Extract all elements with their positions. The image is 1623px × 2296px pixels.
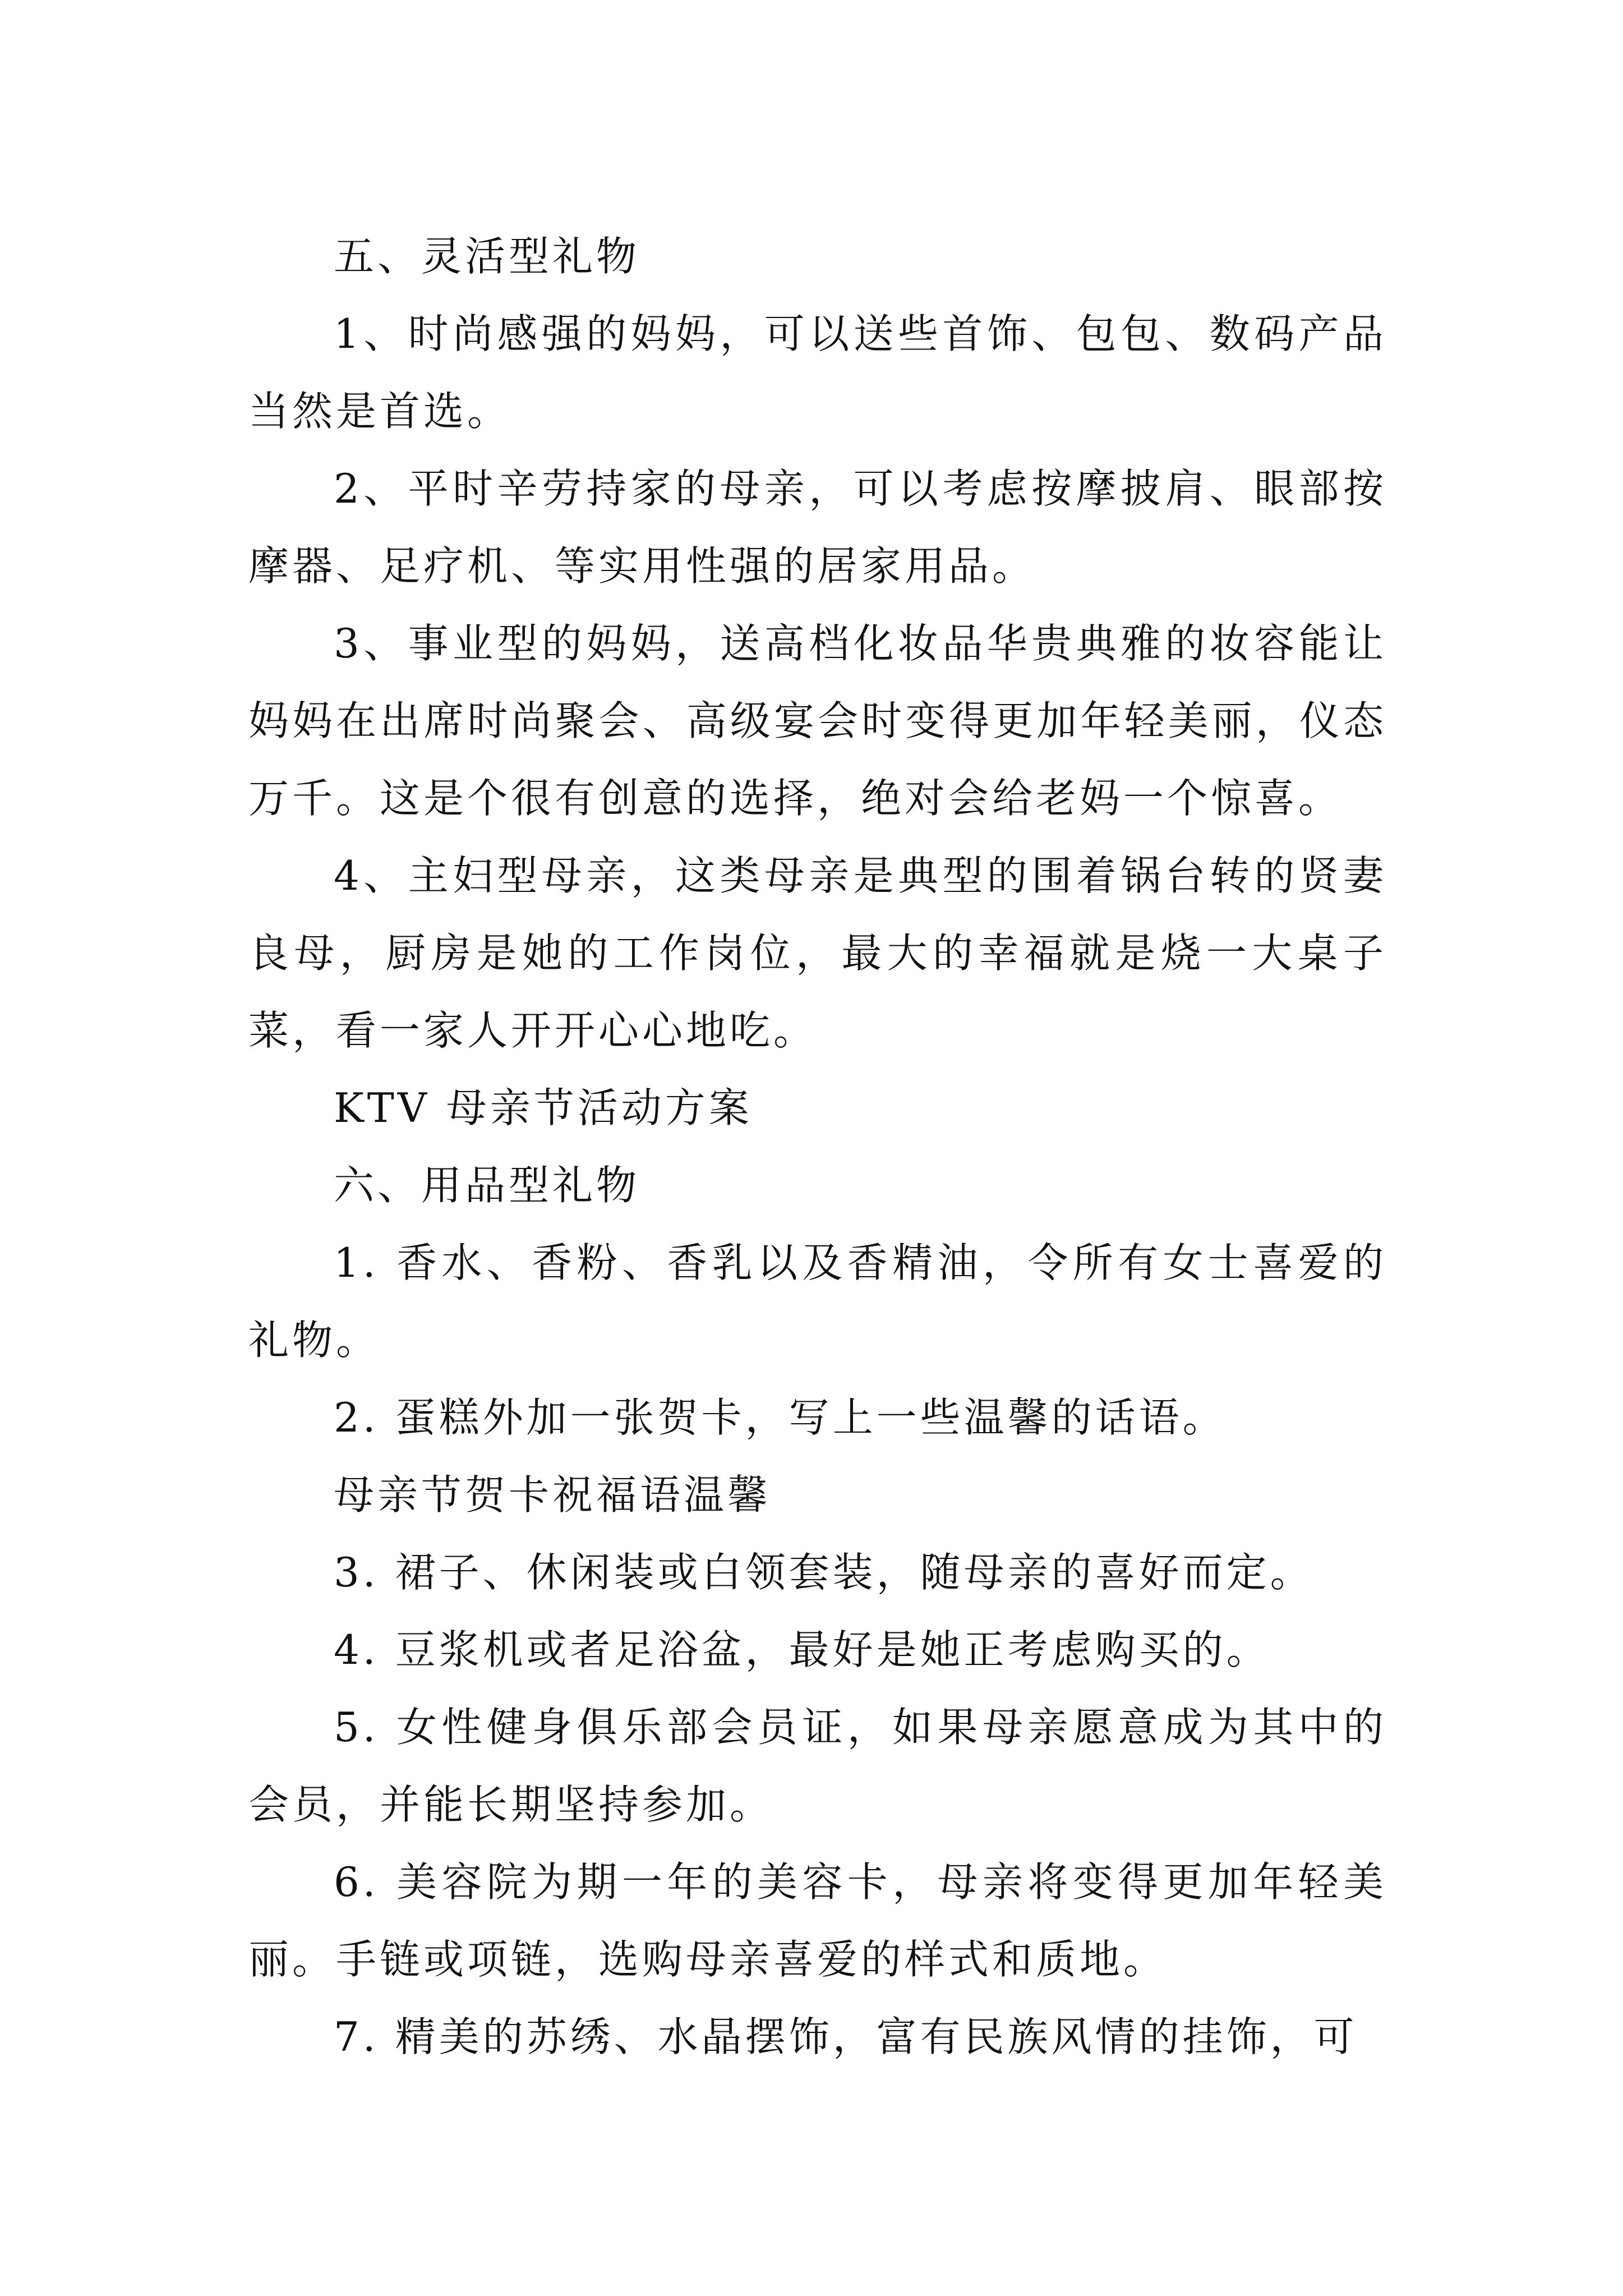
paragraph-item-1: 1、时尚感强的妈妈，可以送些首饰、包包、数码产品当然是首选。 [248,310,1387,435]
paragraph-item-6-6: 6. 美容院为期一年的美容卡，母亲将变得更加年轻美丽。手链或项链，选购母亲喜爱的样式和质地。 [248,1858,1387,1983]
paragraph-item-2: 2、平时辛劳持家的母亲，可以考虑按摩披肩、眼部按摩器、足疗机、等实用性强的居家用品。 [248,465,1387,590]
document-body [248,218,1387,2076]
link-title-greeting-card: 母亲节贺卡祝福语温馨 [334,1471,772,1519]
paragraph-item-3: 3、事业型的妈妈，送高档化妆品华贵典雅的妆容能让妈妈在出席时尚聚会、高级宴会时变得更加年轻美丽，仪态万千。这是个很有创意的选择，绝对会给老妈一个惊喜。 [248,620,1387,822]
paragraph-item-4: 4、主妇型母亲，这类母亲是典型的围着锅台转的贤妻良母，厨房是她的工作岗位，最大的幸福就是烧一大桌子菜，看一家人开开心心地吃。 [248,852,1387,1054]
paragraph-item-6-5: 5. 女性健身俱乐部会员证，如果母亲愿意成为其中的会员，并能长期坚持参加。 [248,1704,1387,1828]
link-title-ktv-plan: KTV 母亲节活动方案 [334,1084,753,1131]
paragraph-item-6-3: 3. 裙子、休闲装或白领套装，随母亲的喜好而定。 [334,1549,1314,1596]
paragraph-item-6-1: 1. 香水、香粉、香乳以及香精油，令所有女士喜爱的礼物。 [248,1239,1387,1364]
paragraph-item-6-4: 4. 豆浆机或者足浴盆，最好是她正考虑购买的。 [334,1626,1270,1673]
section-heading-flexible-gifts: 五、灵活型礼物 [334,233,640,280]
paragraph-item-6-7: 7. 精美的苏绣、水晶摆饰，富有民族风情的挂饰，可 [334,2013,1358,2060]
paragraph-item-6-2: 2. 蛋糕外加一张贺卡，写上一些温馨的话语。 [334,1394,1227,1441]
section-heading-practical-gifts: 六、用品型礼物 [334,1162,640,1209]
